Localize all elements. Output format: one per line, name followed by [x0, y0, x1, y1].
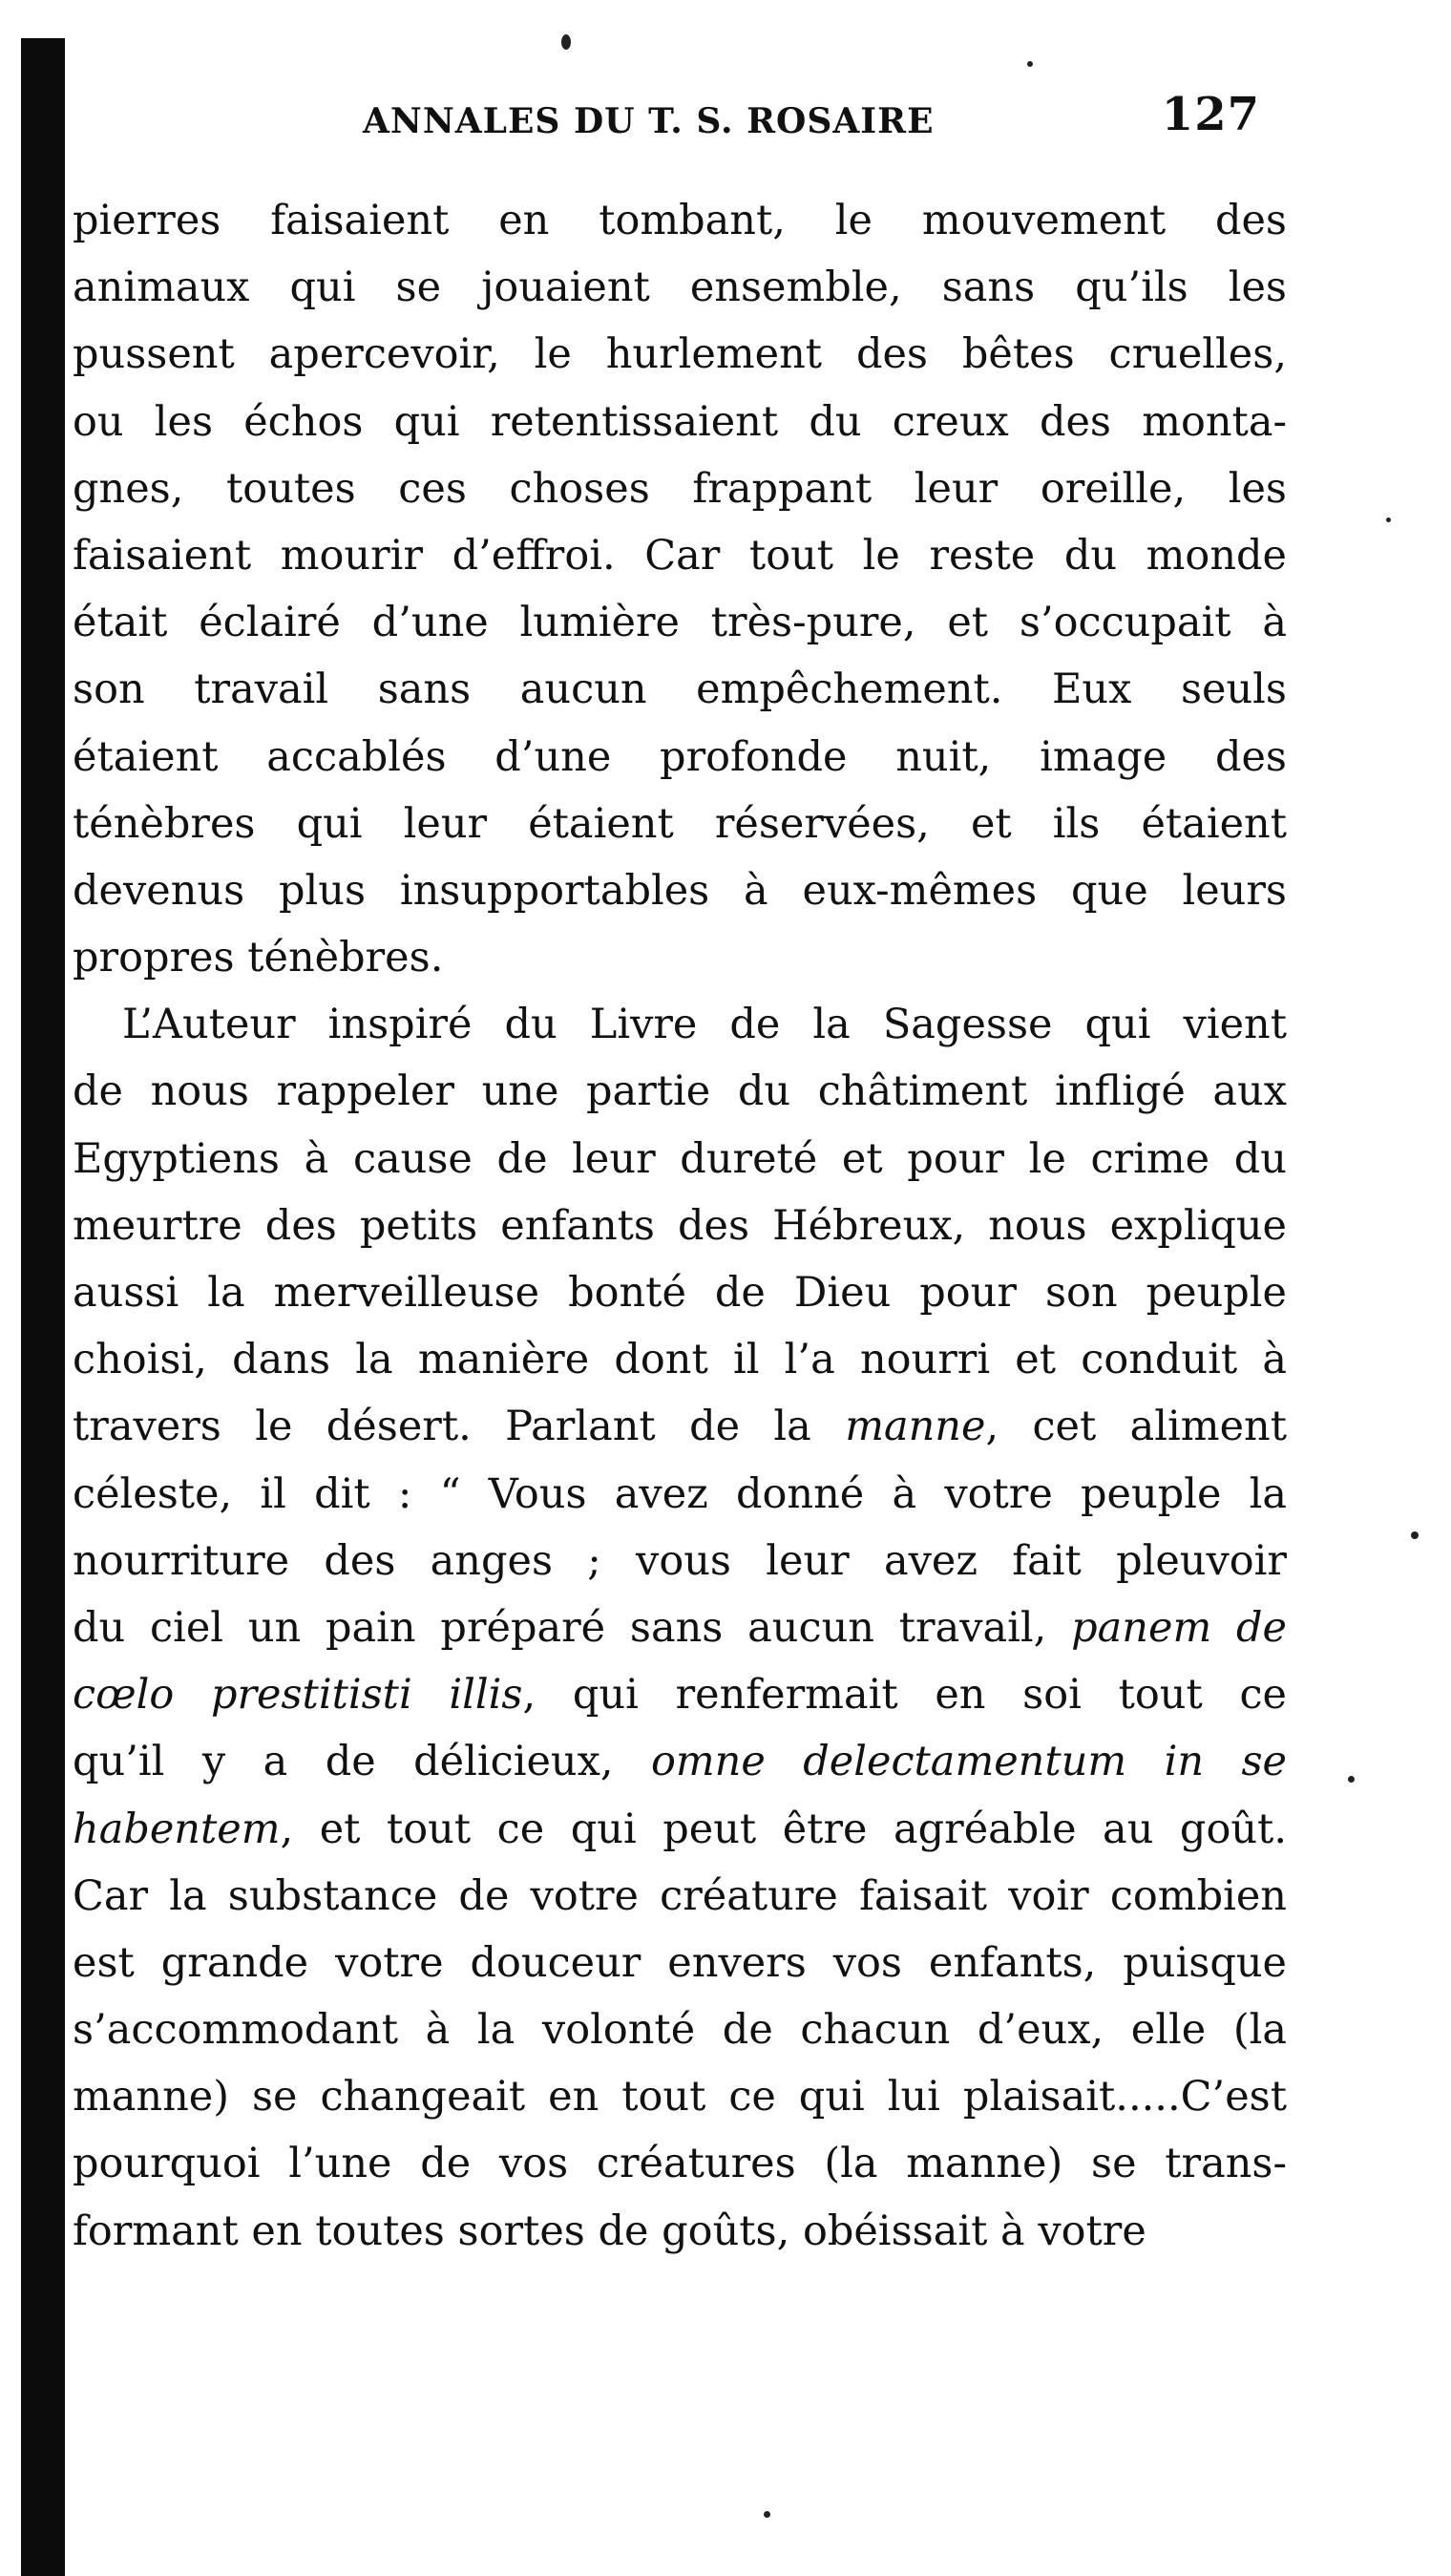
- text-segment: du ciel un pain préparé sans aucun travail,: [73, 1603, 1072, 1652]
- running-title: ANNALES DU T. S. ROSAIRE: [363, 101, 935, 141]
- text-segment: ou les échos qui retentissaient du creux des monta-: [73, 397, 1287, 446]
- text-segment: s’accommodant à la volonté de chacun d’eux, elle (la: [73, 2006, 1287, 2055]
- text-line: [73, 791, 1287, 857]
- text-line: [73, 2130, 1287, 2197]
- text-segment: était éclairé d’une lumière très-pure, et s’occupait à: [73, 599, 1287, 647]
- text-segment: manne) se changeait en tout ce qui lui plaisait.....C’est: [73, 2073, 1287, 2122]
- text-segment: propres ténèbres.: [73, 934, 444, 982]
- text-line: [73, 589, 1287, 656]
- text-segment: , qui renfermait en soi tout ce: [522, 1671, 1287, 1720]
- text-line: [73, 455, 1287, 522]
- text-line: [73, 389, 1287, 455]
- text-segment: de nous rappeler une partie du châtiment infligé aux: [73, 1067, 1287, 1116]
- ink-speck: [1411, 1531, 1419, 1539]
- ink-speck: [1348, 1776, 1355, 1783]
- text-segment: aussi la merveilleuse bonté de Dieu pour son peuple: [73, 1269, 1287, 1317]
- text-line: [73, 1259, 1287, 1326]
- text-line: [73, 1193, 1287, 1259]
- text-line: [73, 2198, 1287, 2265]
- text-line: [73, 1058, 1287, 1125]
- book-spine-shadow: [21, 38, 65, 2576]
- text-line: [73, 991, 1287, 1058]
- text-line: [73, 2063, 1287, 2130]
- text-line: [73, 187, 1287, 254]
- text-segment: faisaient mourir d’effroi. Car tout le reste du monde: [73, 531, 1287, 580]
- page-number: 127: [1161, 88, 1260, 141]
- text-line: [73, 321, 1287, 388]
- text-segment: pierres faisaient en tombant, le mouvement des: [73, 197, 1287, 244]
- text-segment: Car la substance de votre créature faisait voir combien: [73, 1871, 1287, 1920]
- text-segment: pussent apercevoir, le hurlement des bêtes cruelles,: [73, 330, 1287, 379]
- text-segment: est grande votre douceur envers vos enfants, puisque: [73, 1938, 1287, 1987]
- ink-speck: [1386, 517, 1391, 522]
- ink-speck: [1027, 61, 1033, 67]
- text-segment: gnes, toutes ces choses frappant leur oreille, les: [73, 464, 1287, 513]
- text-line: [73, 1393, 1287, 1460]
- text-segment: , cet aliment: [985, 1403, 1287, 1451]
- italic-text: panem de: [1071, 1603, 1287, 1652]
- text-segment: L’Auteur inspiré du Livre de la Sagesse qui vient: [122, 1001, 1287, 1049]
- text-line: [73, 1594, 1287, 1661]
- text-line: [73, 1528, 1287, 1594]
- text-line: [73, 724, 1287, 791]
- text-segment: son travail sans aucun empêchement. Eux seuls: [73, 665, 1287, 714]
- text-segment: nourriture des anges ; vous leur avez fait pleuvoir: [73, 1536, 1287, 1585]
- text-segment: meurtre des petits enfants des Hébreux, nous explique: [73, 1201, 1287, 1250]
- text-segment: ténèbres qui leur étaient réservées, et ils étaient: [73, 799, 1287, 848]
- body-text: [73, 187, 1287, 2265]
- text-line: [73, 522, 1287, 589]
- ink-speck: [561, 34, 571, 50]
- text-line: [73, 1126, 1287, 1193]
- italic-text: manne: [845, 1403, 986, 1451]
- text-segment: pourquoi l’une de vos créatures (la manne) se trans-: [73, 2140, 1287, 2188]
- text-line: [73, 1863, 1287, 1930]
- text-line: [73, 1461, 1287, 1528]
- text-line: [73, 254, 1287, 321]
- text-segment: choisi, dans la manière dont il l’a nourri et conduit à: [73, 1336, 1287, 1384]
- text-line: [73, 1796, 1287, 1863]
- text-segment: animaux qui se jouaient ensemble, sans qu’ils les: [73, 264, 1287, 312]
- text-segment: , et tout ce qui peut être agréable au goût.: [280, 1805, 1287, 1853]
- text-line: [73, 857, 1287, 924]
- text-line: [73, 1930, 1287, 1996]
- italic-text: cœlo prestitisti illis: [73, 1671, 523, 1720]
- text-segment: formant en toutes sortes de goûts, obéissait à votre: [73, 2206, 1146, 2255]
- text-segment: travers le désert. Parlant de la: [73, 1403, 846, 1451]
- text-segment: Egyptiens à cause de leur dureté et pour le crime du: [73, 1134, 1287, 1183]
- ink-speck: [764, 2511, 770, 2518]
- text-line: [73, 1728, 1287, 1795]
- text-segment: qu’il y a de délicieux,: [73, 1738, 651, 1786]
- text-line: [73, 1661, 1287, 1728]
- italic-text: omne delectamentum in se: [651, 1738, 1287, 1786]
- text-segment: céleste, il dit : “ Vous avez donné à votre peuple la: [73, 1469, 1287, 1518]
- page-header: [363, 88, 1260, 145]
- text-segment: étaient accablés d’une profonde nuit, image des: [73, 732, 1287, 781]
- text-line: [73, 656, 1287, 723]
- text-line: [73, 924, 1287, 991]
- text-line: [73, 1326, 1287, 1393]
- italic-text: habentem: [73, 1805, 281, 1853]
- text-segment: devenus plus insupportables à eux-mêmes que leurs: [73, 866, 1287, 915]
- text-line: [73, 1996, 1287, 2063]
